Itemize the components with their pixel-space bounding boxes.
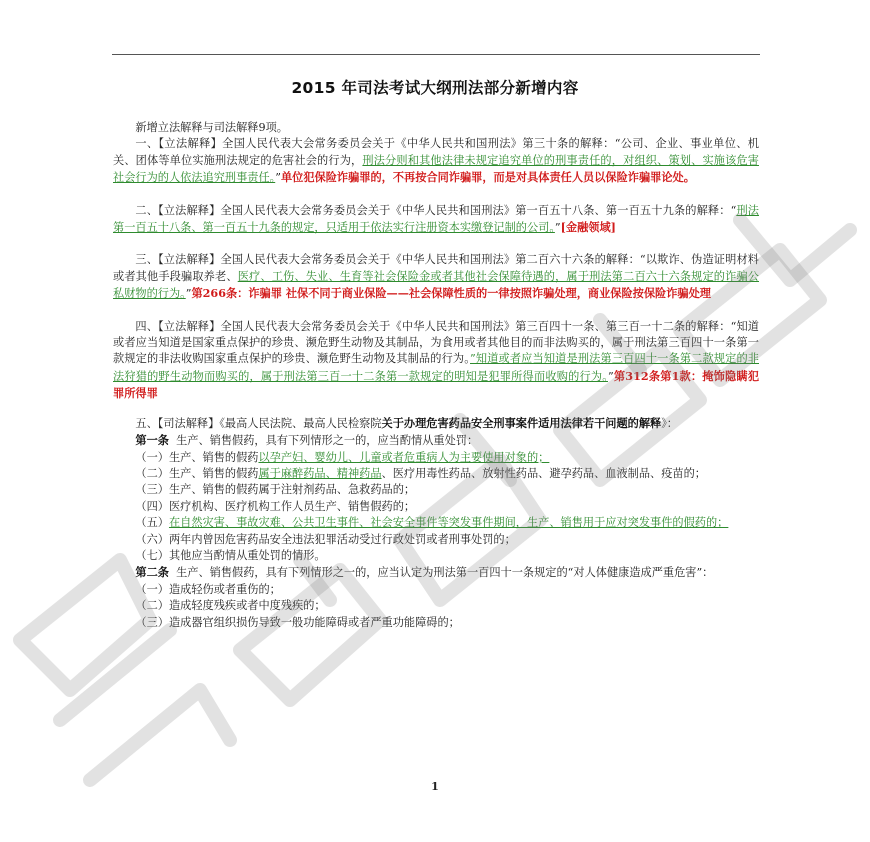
section-2-highlight: 刑法第一百五十八条、第一百五十九条的规定，只适用于依法实行注册资本实缴登记制的公司。 (113, 203, 759, 235)
section-4-note: 第312条第1款：掩饰隐瞒犯罪所得罪 (113, 368, 760, 401)
article-1-item-4 (113, 499, 759, 515)
section-2-quote-end: ” (554, 221, 561, 235)
document-body (113, 120, 759, 631)
item-text: （六）两年内曾因危害药品安全违法犯罪活动受过行政处罚或者刑事处罚的； (135, 532, 516, 546)
section-1-quote-end: ” (275, 171, 281, 185)
article-1-item-7 (113, 548, 759, 564)
article-1-text: 生产、销售假药，具有下列情形之一的，应当酌情从重处罚： (176, 434, 479, 448)
item-highlight: 在自然灾害、事故灾难、公共卫生事件、社会安全事件等突发事件期间，生产、销售用于应对突发事件的假药的； (168, 516, 729, 530)
page-title: 2015 年司法考试大纲刑法部分新增内容 (291, 79, 579, 97)
section-2 (113, 203, 759, 237)
section-4 (113, 319, 759, 403)
section-3-text: 三、【立法解释】全国人民代表大会常务委员会关于《中华人民共和国刑法》第二百六十六条的解释：“以欺诈、伪造证明材料或者其他手段骗取养老、 (113, 253, 759, 283)
page-number: 1 (431, 780, 439, 793)
article-1-label: 第一条 (135, 433, 169, 448)
article-2 (113, 564, 759, 581)
item-text: （一）生产、销售的假药 (135, 450, 259, 464)
section-3-highlight: 医疗、工伤、失业、生育等社会保险金或者其他社会保障待遇的，属于刑法第二百六十六条规定的诈骗公私财物的行为。 (113, 269, 759, 301)
article-1-item-5 (113, 515, 759, 531)
item-text: （三）生产、销售的假药属于注射剂药品、急救药品的； (135, 483, 416, 497)
article-1-item-6 (113, 532, 759, 548)
section-3-quote-end: ” (185, 287, 192, 301)
item-highlight: 以孕产妇、婴幼儿、儿童或者危重病人为主要使用对象的； (258, 450, 550, 464)
article-2-item-1: （一）造成轻伤或者重伤的； (135, 582, 281, 596)
item-text-end: 、医疗用毒性药品、放射性药品、避孕药品、血液制品、疫苗的； (381, 466, 706, 480)
article-1-item-3 (113, 482, 759, 498)
intro-paragraph: 新增立法解释与司法解释9项。 (135, 121, 288, 134)
section-5 (113, 415, 759, 432)
section-1 (113, 136, 759, 186)
article-2-label: 第二条 (135, 565, 169, 580)
section-3-note: 第266条：诈骗罪 社保不同于商业保险——社会保障性质的一律按照诈骗处理，商业保险按保险诈骗处理 (191, 286, 711, 301)
item-highlight: 属于麻醉药品、精神药品 (258, 466, 382, 480)
section-5-bold-title: 关于办理危害药品安全刑事案件适用法律若干问题的解释 (381, 415, 662, 430)
section-2-text: 二、【立法解释】全国人民代表大会常务委员会关于《中华人民共和国刑法》第一百五十八条、第一百五十九条的解释：“ (135, 203, 737, 217)
item-text: （四）医疗机构、医疗机构工作人员生产、销售假药的； (135, 499, 416, 513)
article-2-item-2: （二）造成轻度残疾或者中度残疾的； (135, 599, 326, 613)
section-1-highlight: 刑法分则和其他法律未规定追究单位的刑事责任的，对组织、策划、实施该危害社会行为的人依法追究刑事责任。 (113, 153, 759, 185)
item-text: （五） (135, 516, 169, 530)
article-1-item-2 (113, 466, 759, 482)
section-1-text: 一、【立法解释】全国人民代表大会常务委员会关于《中华人民共和国刑法》第三十条的解释：“公司、企业、事业单位、机关、团体等单位实施刑法规定的危害社会的行为， (113, 137, 759, 167)
article-1 (113, 432, 759, 449)
section-5-text: 五、【司法解释】《最高人民法院、最高人民检察院 (135, 416, 382, 430)
item-text: （七）其他应当酌情从重处罚的情形。 (135, 548, 326, 562)
header-rule (112, 54, 760, 55)
article-1-item-1 (113, 450, 759, 466)
section-2-note: [金融领域] (560, 220, 616, 235)
section-3 (113, 252, 759, 302)
item-text: （二）生产、销售的假药 (135, 466, 259, 480)
section-4-quote-end: ” (607, 369, 614, 383)
section-4-text: 四、【立法解释】全国人民代表大会常务委员会关于《中华人民共和国刑法》第三百四十一条、第三百一十二条的解释：“知道或者应当知道是国家重点保护的珍贵、濒危野生动物及其制品，为食用或者其他目的而非法购买的，属于刑法第三百四十一条第一款规定的非法收购国家重点保护的珍贵、濒危野生动物及其制品的行为。 (113, 319, 759, 366)
section-1-note: 单位犯保险诈骗罪的，不再按合同诈骗罪，而是对具体责任人员以保险诈骗罪论处。 (280, 170, 695, 185)
article-2-item-3: （三）造成器官组织损伤导致一般功能障碍或者严重功能障碍的； (135, 615, 460, 629)
article-2-text: 生产、销售假药，具有下列情形之一的，应当认定为刑法第一百四十一条规定的“对人体健康造成严重危害”： (176, 566, 714, 580)
section-4-highlight: ”知道或者应当知道是刑法第三百四十一条第二款规定的非法狩猎的野生动物而购买的，属于刑法第三百一十二条第一款规定的明知是犯罪所得而收购的行为。 (113, 352, 759, 383)
section-5-suffix: 》： (661, 416, 678, 430)
